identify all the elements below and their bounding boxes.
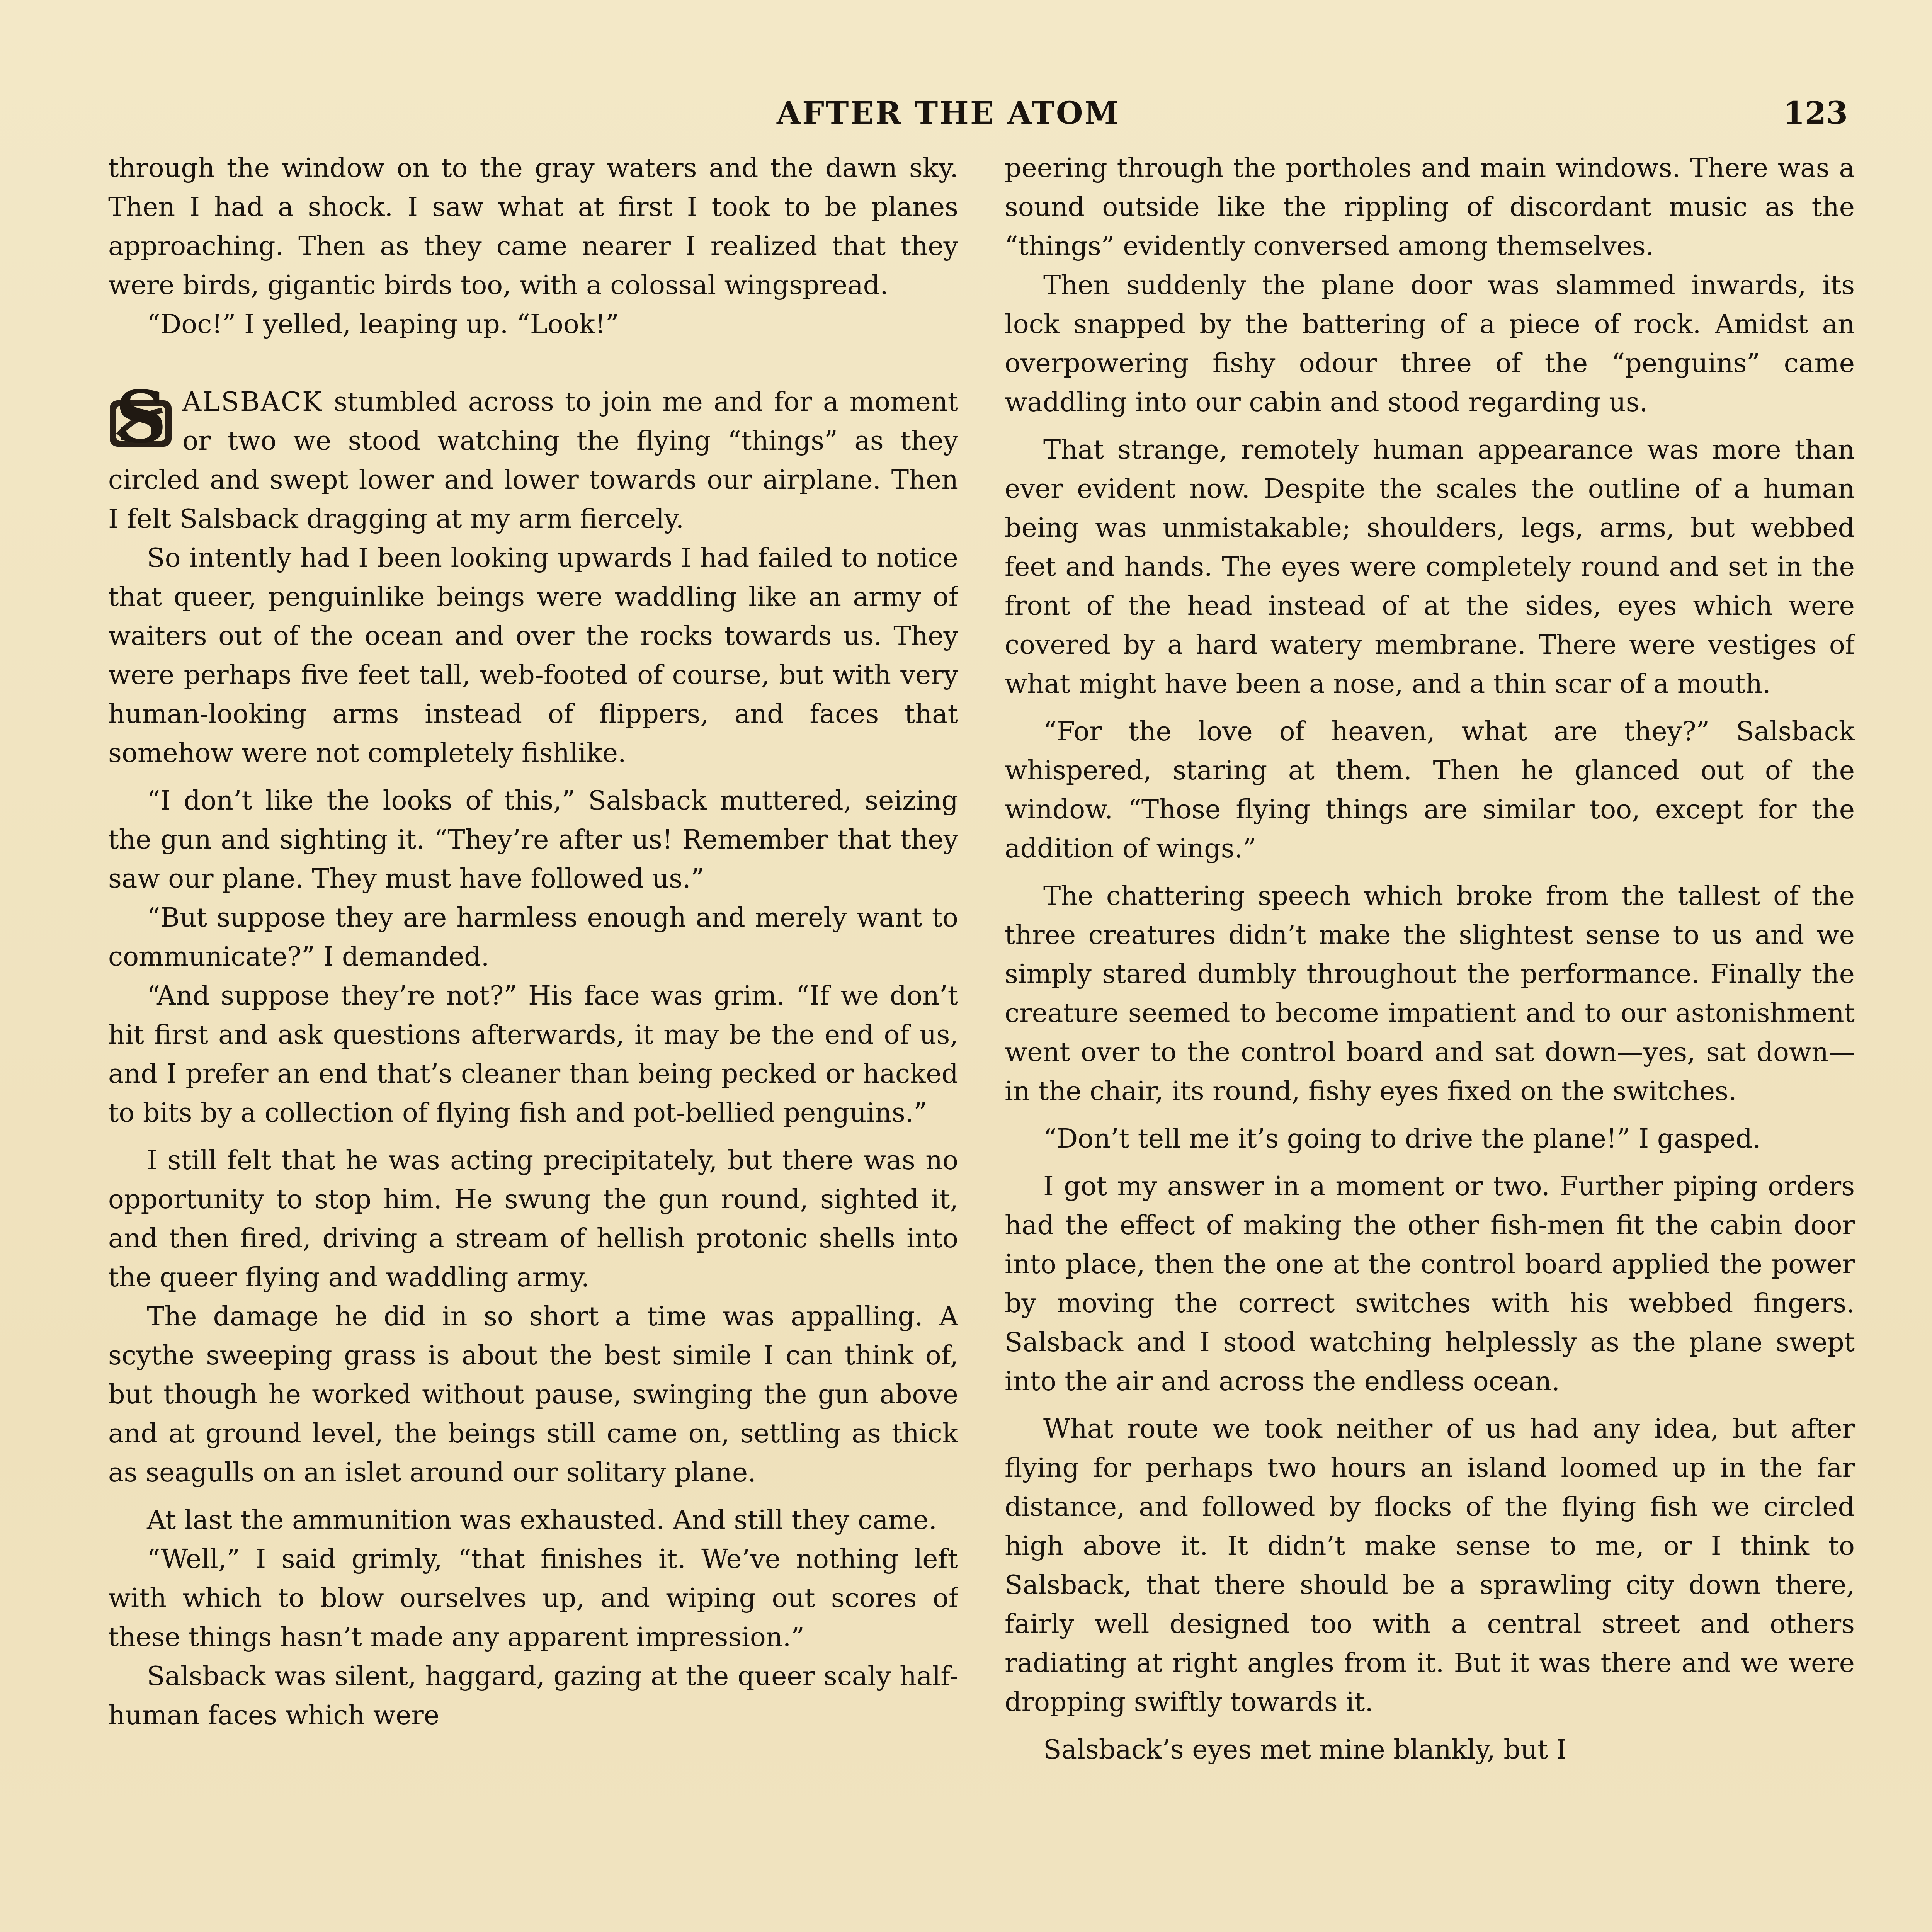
paragraph: “For the love of heaven, what are they?” Salsback whispered, staring at them. Then he glanced out of the window. “Those flying things are similar too, except for the addition of wings.” — [1005, 716, 1855, 864]
paragraph: “I don’t like the looks of this,” Salsback muttered, seizing the gun and sighting it. “They’re after us! Remember that they saw our plane. They must have followed us.” — [108, 786, 958, 894]
right-column — [1005, 149, 1855, 1932]
paragraph: I got my answer in a moment or two. Further piping orders had the effect of making the other fish-men fit the cabin door into place, then the one at the control board applied the power by moving the correct switches with his webbed fingers. Salsback and I stood watching helplessly as the plane swept into the air and across the endless ocean. — [1005, 1171, 1855, 1397]
paragraph: The damage he did in so short a time was appalling. A scythe sweeping grass is about the best simile I can think of, but though he worked without pause, swinging the gun above and at ground level, the beings still came on, settling as thick as seagulls on an islet around our solitary plane. — [108, 1301, 958, 1488]
paragraph: What route we took neither of us had any idea, but after flying for perhaps two hours an island loomed up in the far distance, and followed by flocks of the flying fish we circled high above it. It didn’t make sense to me, or I think to Salsback, that there should be a sprawling city down there, fairly well designed too with a central street and others radiating at right angles from it. But it was there and we were dropping swiftly towards it. — [1005, 1414, 1855, 1718]
paragraph: The chattering speech which broke from the tallest of the three creatures didn’t make the slightest sense to us and we simply stared dumbly throughout the performance. Finally the creature seemed to become impatient and to our astonishment went over to the control board and sat down—yes, sat down—in the chair, its round, fishy eyes fixed on the switches. — [1005, 881, 1855, 1107]
dropcap-paragraph — [108, 375, 958, 539]
paragraph: That strange, remotely human appearance was more than ever evident now. Despite the scales the outline of a human being was unmistakable; shoulders, legs, arms, but webbed feet and hands. The eyes were completely round and set in the front of the head instead of at the sides, eyes which were covered by a hard watery membrane. There were vestiges of what might have been a nose, and a thin scar of a mouth. — [1005, 435, 1855, 699]
paragraph: “But suppose they are harmless enough and merely want to communicate?” I demanded. — [108, 903, 958, 972]
paragraph: So intently had I been looking upwards I had failed to notice that queer, penguinlike beings were waddling like an army of waiters out of the ocean and over the rocks towards us. They were perhaps five feet tall, web-footed of course, but with very human-looking arms instead of flippers, and faces that somehow were not completely fishlike. — [108, 543, 958, 769]
paragraph: “And suppose they’re not?” His face was grim. “If we don’t hit first and ask questions afterwards, it may be the end of us, and I prefer an end that’s cleaner than being pecked or hacked to bits by a collection of flying fish and pot-bellied penguins.” — [108, 981, 958, 1128]
lead-word: ALSBACK — [182, 387, 323, 417]
paragraph: Salsback’s eyes met mine blankly, but I — [1043, 1735, 1567, 1765]
paragraph: peering through the portholes and main windows. There was a sound outside like the rippling of discordant music as the “things” evidently conversed among themselves. — [1005, 153, 1855, 262]
paragraph: Then suddenly the plane door was slammed inwards, its lock snapped by the battering of a piece of rock. Amidst an overpowering fishy odour three of the “penguins” came waddling into our cabin and stood regarding us. — [1005, 270, 1855, 418]
paragraph: At last the ammunition was exhausted. And still they came. — [147, 1505, 937, 1536]
running-title: AFTER THE ATOM — [777, 95, 1121, 131]
paragraph: “Well,” I said grimly, “that finishes it. We’ve nothing left with which to blow ourselves up, and wiping out scores of these things hasn’t made any apparent impression.” — [108, 1544, 958, 1653]
paragraph: “Doc!” I yelled, leaping up. “Look!” — [147, 309, 619, 340]
left-column — [108, 149, 958, 1932]
paragraph-text: stumbled across to join me and for a moment or two we stood watching the flying “things” as they circled and swept lower and lower towards our airplane. Then I felt Salsback dragging at my arm fiercely. — [108, 387, 958, 534]
page-header — [0, 95, 1932, 137]
paragraph: through the window on to the gray waters and the dawn sky. Then I had a shock. I saw what at first I took to be planes approaching. Then as they came nearer I realized that they were birds, gigantic birds too, with a colossal wingspread. — [108, 153, 958, 301]
paragraph: I still felt that he was acting precipitately, but there was no opportunity to stop him. He swung the gun round, sighted it, and then fired, driving a stream of hellish protonic shells into the queer flying and waddling army. — [108, 1145, 958, 1293]
drop-cap — [108, 375, 174, 459]
paragraph: Salsback was silent, haggard, gazing at the queer scaly half-human faces which were — [108, 1661, 958, 1731]
drop-cap-letter: S — [115, 375, 167, 459]
paragraph: “Don’t tell me it’s going to drive the plane!” I gasped. — [1043, 1124, 1761, 1154]
page-number: 123 — [1783, 95, 1848, 131]
